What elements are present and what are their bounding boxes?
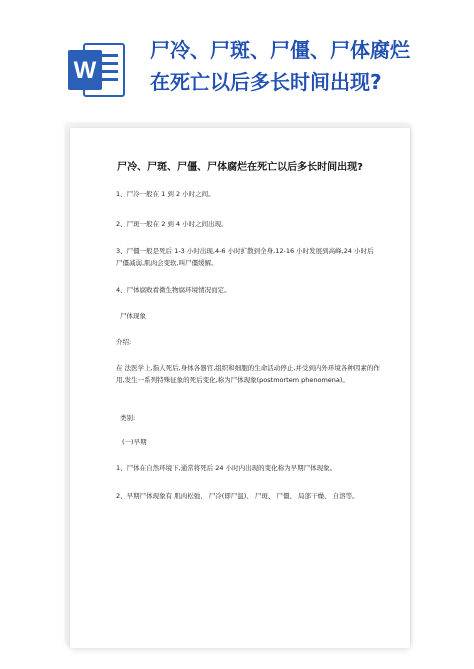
- hero-title-line2: 在死亡以后多长时间出现?: [150, 70, 382, 94]
- intro-label: 介绍:: [116, 338, 132, 346]
- word-logo-icon: [66, 38, 130, 102]
- category-label: 类别:: [120, 414, 136, 422]
- paragraph-2: 2、尸斑一般在 2 到 4 小时之间出现。: [116, 220, 228, 228]
- subsection-early: (一)早期: [122, 438, 147, 446]
- paragraph-3: 3、尸僵一般是死后 1-3 小时出现,4-6 小时扩散到全身,12-16 小时发展到高峰,24 小时后尸僵减弱,肌肉会变软,叫尸僵缓解。: [116, 247, 374, 267]
- paragraph-early-2: 2、早期尸体现象有 肌肉松弛、 尸冷(即尸温)、 尸斑、 尸僵、 局部干燥、 自溶等。: [116, 492, 359, 500]
- document-page: [70, 128, 410, 648]
- paragraph-4: 4、尸体腐败看微生物腐环境情况而定。: [116, 286, 231, 294]
- paragraph-early-1: 1、尸体在自然环境下,通常将死后 24 小时内出现的变化称为早期尸体现象。: [116, 464, 337, 472]
- paragraph-1: 1、尸冷一般在 1 到 2 小时之间。: [116, 190, 215, 198]
- document-title: 尸冷、尸斑、尸僵、尸体腐烂在死亡以后多长时间出现?: [117, 162, 363, 173]
- section-heading: 尸体现象: [120, 312, 146, 320]
- logo-letter: W: [73, 57, 97, 84]
- hero-title: [150, 34, 470, 98]
- hero-title-line1: 尸冷、尸斑、尸僵、尸体腐烂: [150, 38, 410, 62]
- intro-paragraph: 在 法医学上,指人死后,身体各器官,组织和细胞的生命活动停止,并受到内外环境各种因素的作用,发生一系列特殊征象的死后变化,称为尸体现象(postmortem phenomena)。: [116, 364, 380, 384]
